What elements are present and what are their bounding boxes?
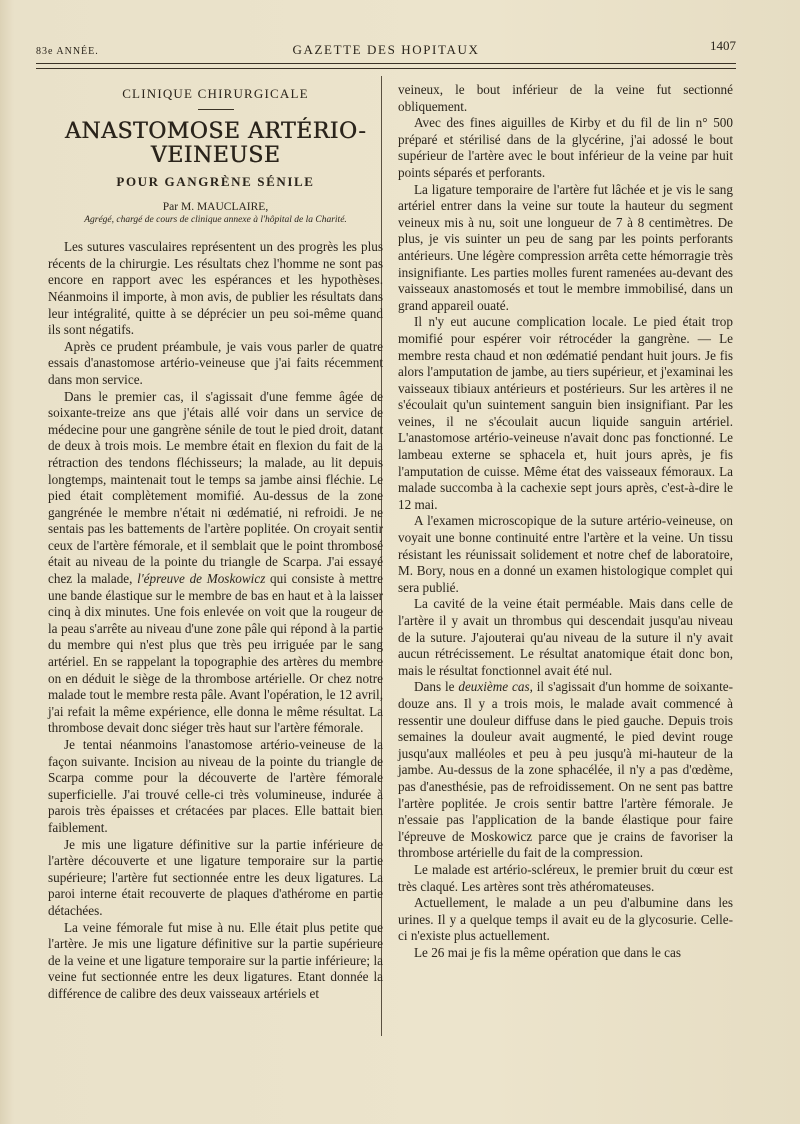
left-column [48,82,383,1003]
page-header [36,38,736,60]
paragraph: La veine fémorale fut mise à nu. Elle était plus petite que l'artère. Je mis une ligature définitive sur la partie supérieure de la veine et une ligature temporaire sur la partie inférieure; la veine fut sectionnée entre les deux ligatures. Etant donnée la différence de calibre des deux vaisseaux artériels et [48,919,383,1001]
header-year: 83e ANNÉE. [36,46,99,57]
paragraph: Le malade est artério-scléreux, le premier bruit du cœur est très claqué. Les artères sont très athéromateuses. [398,861,733,894]
article-author: Par M. MAUCLAIRE, [162,201,269,214]
header-rule-thick [36,63,736,64]
author-affiliation: Agrégé, chargé de cours de clinique annexe à l'hôpital de la Charité. [84,215,347,226]
article-subtitle: POUR GANGRÈNE SÉNILE [116,173,315,189]
paragraph: Je tentai néanmoins l'anastomose artério-veineuse de la façon suivante. Incision au niveau de la pointe du triangle de Scarpa comme pour la découverte de l'artère fémorale superficielle. J'ai trouvé celle-ci très volumineuse, indurée à parois très épaisses et crétacées par places. Elle battait bien faiblement. [48,737,383,835]
paragraph: Après ce prudent préambule, je vais vous parler de quatre essais d'anastomose artério-veineuse que j'ai faits récemment dans mon service. [48,338,383,387]
paragraph: Il n'y eut aucune complication locale. Le pied était trop momifié pour espérer voir rétrocéder la gangrène. — Le membre resta chaud et non œdématié pendant huit jours. Je fis alors l'amputation de jambe, au tiers supérieur, et j'examinai les vaisseaux tibiaux antérieurs et postérieurs. Sur les artères il ne s'écoulait qu'un suintement sanguin bien insignifiant. Par les veines, il ne s'écoulait aucun liquide sanguin artériel. L'anastomose artério-veineuse n'avait donc pas fonctionné. Le lambeau externe se sphacela et, huit jours après, je fis l'amputation de cuisse. Même état des vaisseaux fémoraux. La malade succomba à la cachexie sept jours après, c'est-à-dire le 12 mai. [398,314,733,512]
paragraph: Je mis une ligature définitive sur la partie inférieure de l'artère découverte et une ligature temporaire sur la partie supérieure; l'artère fut sectionnée entre les deux ligatures. La paroi interne était recouverte de plaques d'athérome en partie détachées. [48,836,383,918]
header-rule-thin [36,68,736,69]
paragraph: Avec des fines aiguilles de Kirby et du fil de lin n° 500 préparé et stérilisé dans de la glycérine, j'ai adossé le bout supérieur de l'artère avec le bout inférieur de la veine par huit points séparés et perforants. [398,115,733,180]
section-rule [198,109,234,110]
page-number: 1407 [710,38,736,53]
paragraph: La cavité de la veine était perméable. Mais dans celle de l'artère il y avait un thrombus qui descendait jusqu'au niveau de la suture. J'ajouterai qu'au niveau de la suture il n'y avait aucun rétrécissement. Le résultat anatomique était donc bon, mais le résultat fonctionnel avait été nul. [398,596,733,678]
paragraph: A l'examen microscopique de la suture artério-veineuse, on voyait une bonne continuité entre l'artère et la veine. Un tissu résistant les réunissait solidement et notre chef de laboratoire, M. Bory, nous en a donné un examen histologique complet qui sera publié. [398,513,733,595]
paragraph: veineux, le bout inférieur de la veine fut sectionné obliquement. [398,82,733,114]
paragraph: Actuellement, le malade a un peu d'albumine dans les urines. Il y a quelque temps il avait eu de la glycosurie. Celle-ci n'existe plus actuellement. [398,895,733,944]
paragraph: Dans le deuxième cas, il s'agissait d'un homme de soixante-douze ans. Il y a trois mois, le malade avait commencé à ressentir une douleur diffuse dans le pied gauche. Depuis trois semaines la douleur avait augmenté, le pied devint rouge jusqu'aux malléoles et peu à peu jusqu'à mi-hauteur de la jambe. Au-dessus de la zone sphacélée, il n'y a pas d'œdème, pas d'anesthésie, pas de refroidissement. On ne sent pas battre l'artère poplitée. Je crois sentir battre l'artère fémorale. Je n'essaie pas l'application de la bande élastique pour faire l'épreuve de Moskowicz parce que je crains de favoriser la thrombose artérielle du fait de la compression. [398,679,733,861]
journal-title: GAZETTE DES HOPITAUX [292,42,480,57]
italic-term: deuxième cas [458,679,530,695]
paragraph: Le 26 mai je fis la même opération que dans le cas [414,944,681,960]
paragraph: Les sutures vasculaires représentent un des progrès les plus récents de la chirurgie. Les résultats chez l'homme ne sont pas encore en rapport avec les espérances et les hypothèses. Néanmoins il importe, à mon avis, de publier les résultats dans leur intégralité, quitte à se déprécier un peu soi-même quand ils sont négatifs. [48,239,383,338]
paragraph: Dans le premier cas, il s'agissait d'une femme âgée de soixante-treize ans que j'étais allé voir dans un service de médecine pour une gangrène sénile de tout le pied droit, datant de deux à trois mois. Le membre était en flexion du fait de la rétraction des tendons fléchisseurs; la malade, au lit depuis longtemps, maintenait tout le temps sa jambe ainsi fléchie. Le pied était complètement momifié. Au-dessus de la zone gangrénée le membre n'était ni œdématié, ni refroidi. Je ne sentais pas les battements de l'artère poplitée. On croyait sentir ceux de l'artère fémorale, et il semblait que le point thrombosé était au niveau de la pointe du triangle de Scarpa. J'ai essayé chez la malade, l'épreuve de Moskowicz qui consiste à mettre une bande élastique sur le membre de bas en haut et à la laisser cinq à dix minutes. Une fois enlevée on voit que la rougeur de la peau s'arrête au niveau d'une zone pâle qui répond à la partie du membre qui n'est plus que très peu irriguée par le sang artériel. En se rappelant la topographie des artères du membre on en déduit le siège de la thrombose artérielle. Or chez notre malade tout le membre resta pâle. Avant l'opération, le 12 avril, j'ai refait la même expérience, elle donna le même résultat. La thrombose devait donc siéger très haut sur l'artère fémorale. [48,388,384,736]
paragraph: La ligature temporaire de l'artère fut lâchée et je vis le sang artériel entrer dans la veine sur toute la hauteur du segment veineux mis à nu, soit une longueur de 7 à 8 centimètres. De plus, je vis suinter un peu de sang par les points perforants antérieurs. Une légère compression arrêta cette hémorragie très insignifiante. Les parties molles furent ramenées au-devant des vaisseaux anastomosés et tout le membre immobilisé, dans un grand appareil ouaté. [398,181,733,313]
article-title: ANASTOMOSE ARTÉRIO-VEINEUSE [64,118,367,168]
section-heading: CLINIQUE CHIRURGICALE [122,86,309,101]
italic-term: l'épreuve de Moskowicz [137,571,266,587]
right-column [398,82,733,961]
